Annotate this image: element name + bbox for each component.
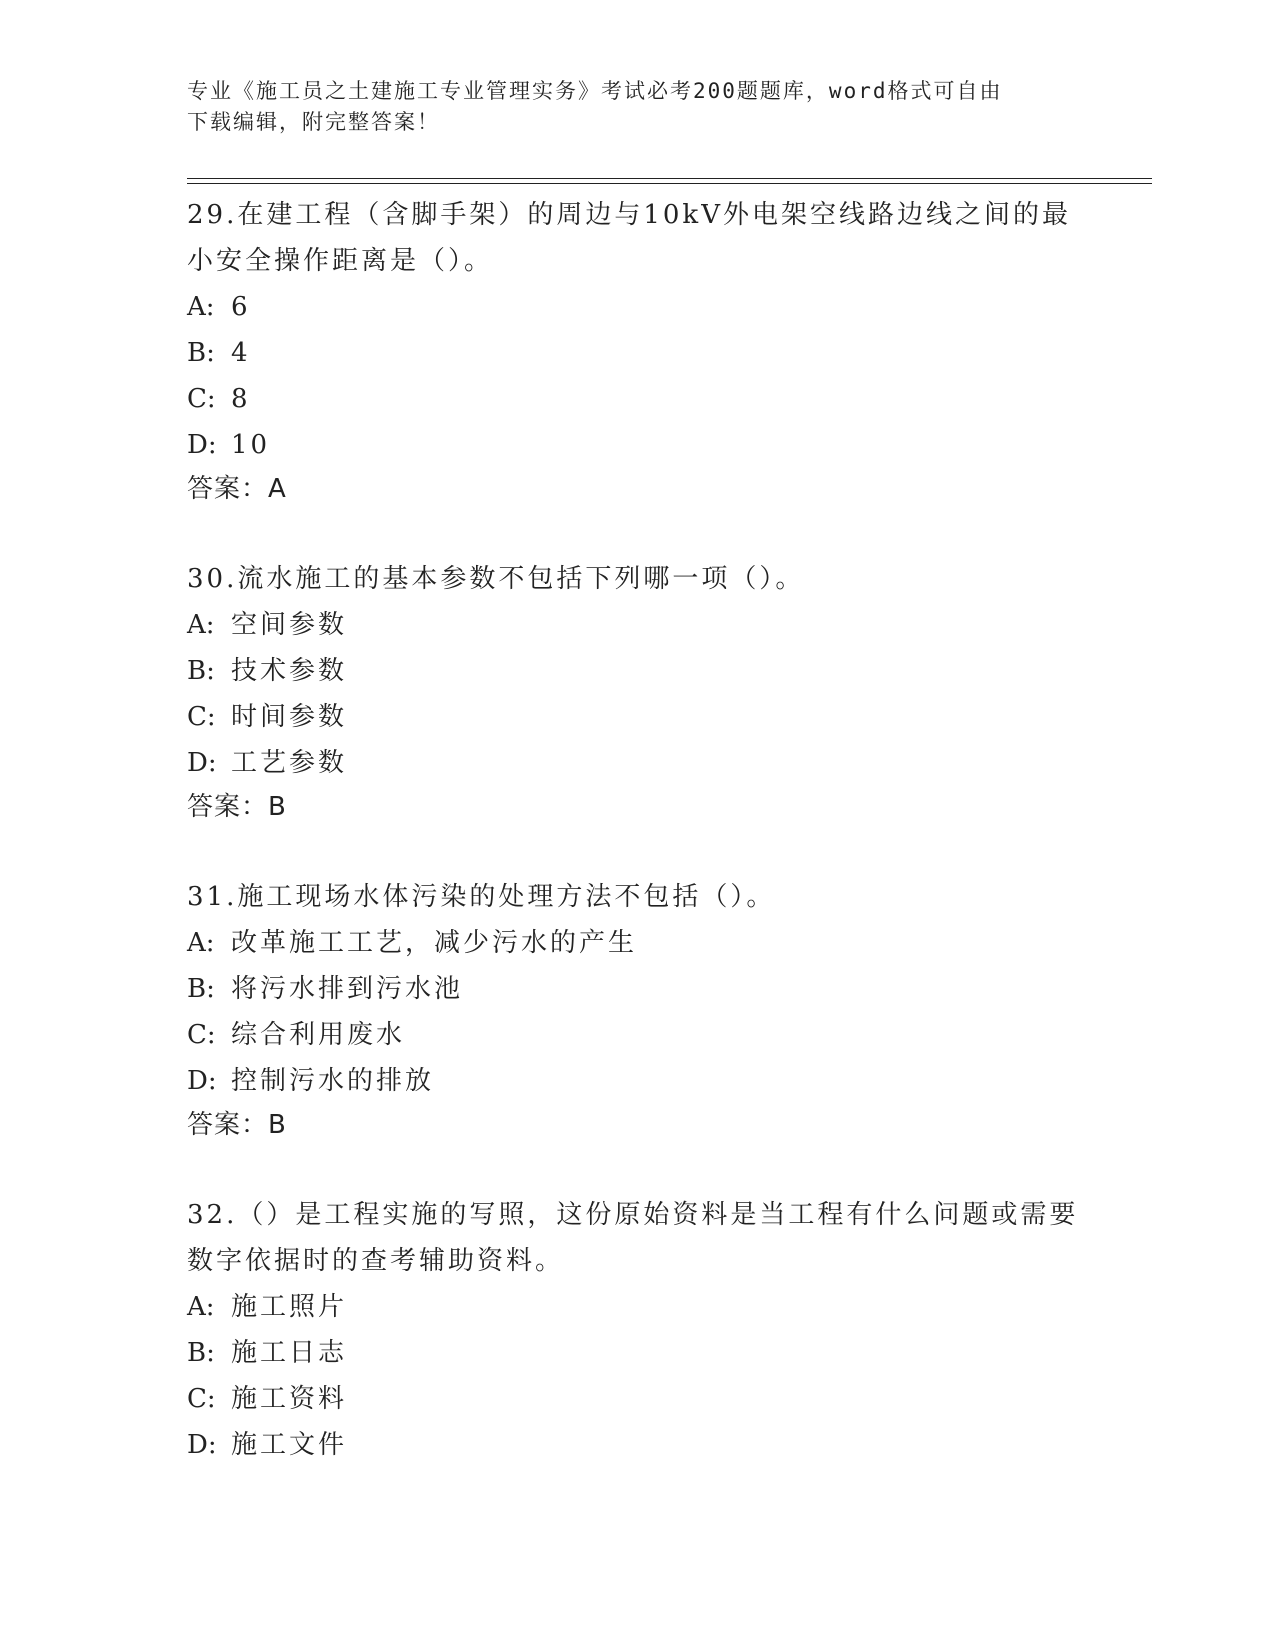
question-32 bbox=[187, 1192, 1087, 1468]
option-letter: D: bbox=[187, 748, 217, 778]
header-line-1: 专业《施工员之土建施工专业管理实务》考试必考200题题库，word格式可自由 bbox=[187, 79, 1003, 103]
document-header bbox=[187, 76, 1087, 138]
question-29 bbox=[187, 192, 1087, 510]
header-divider-bottom bbox=[187, 183, 1152, 184]
option-letter: B: bbox=[187, 974, 215, 1004]
option-b bbox=[187, 1330, 1087, 1376]
option-text: 工艺参数 bbox=[231, 748, 348, 778]
option-c bbox=[187, 376, 1087, 422]
option-c bbox=[187, 1376, 1087, 1422]
option-text: 空间参数 bbox=[231, 610, 348, 640]
question-text-line-2: 小安全操作距离是（）。 bbox=[187, 246, 494, 276]
option-b bbox=[187, 330, 1087, 376]
option-text: 施工照片 bbox=[231, 1292, 348, 1322]
option-letter: D: bbox=[187, 430, 217, 460]
option-text: 改革施工工艺，减少污水的产生 bbox=[231, 928, 638, 958]
option-text: 6 bbox=[231, 292, 251, 322]
option-d bbox=[187, 1422, 1087, 1468]
option-letter: C: bbox=[187, 1384, 216, 1414]
option-text: 控制污水的排放 bbox=[231, 1066, 435, 1096]
option-a bbox=[187, 284, 1087, 330]
option-c bbox=[187, 1012, 1087, 1058]
option-a bbox=[187, 920, 1087, 966]
question-text-line-1: 32.（）是工程实施的写照，这份原始资料是当工程有什么问题或需要 bbox=[187, 1200, 1079, 1230]
option-letter: C: bbox=[187, 384, 216, 414]
option-letter: D: bbox=[187, 1066, 217, 1096]
option-text: 将污水排到污水池 bbox=[231, 974, 464, 1004]
question-text-line-1: 30.流水施工的基本参数不包括下列哪一项（）。 bbox=[187, 564, 805, 594]
option-text: 10 bbox=[231, 430, 271, 460]
answer-label: 答案：A bbox=[187, 474, 287, 504]
question-30 bbox=[187, 556, 1087, 828]
option-letter: C: bbox=[187, 1020, 216, 1050]
question-text-line-2: 数字依据时的查考辅助资料。 bbox=[187, 1246, 565, 1276]
answer-label: 答案：B bbox=[187, 1110, 287, 1140]
option-letter: B: bbox=[187, 656, 215, 686]
header-line-2: 下载编辑，附完整答案！ bbox=[187, 110, 440, 134]
option-letter: A: bbox=[187, 292, 215, 322]
option-b bbox=[187, 966, 1087, 1012]
option-d bbox=[187, 422, 1087, 468]
option-letter: C: bbox=[187, 702, 216, 732]
option-text: 8 bbox=[231, 384, 251, 414]
option-a bbox=[187, 1284, 1087, 1330]
option-letter: A: bbox=[187, 928, 215, 958]
option-a bbox=[187, 602, 1087, 648]
option-d bbox=[187, 740, 1087, 786]
option-text: 施工日志 bbox=[231, 1338, 348, 1368]
option-text: 施工资料 bbox=[231, 1384, 348, 1414]
question-31 bbox=[187, 874, 1087, 1146]
option-text: 综合利用废水 bbox=[231, 1020, 406, 1050]
question-list bbox=[187, 192, 1087, 1514]
option-letter: B: bbox=[187, 1338, 215, 1368]
option-text: 4 bbox=[231, 338, 251, 368]
option-letter: D: bbox=[187, 1430, 217, 1460]
option-d bbox=[187, 1058, 1087, 1104]
option-text: 技术参数 bbox=[231, 656, 348, 686]
option-text: 时间参数 bbox=[231, 702, 348, 732]
option-letter: A: bbox=[187, 610, 215, 640]
question-text-line-1: 31.施工现场水体污染的处理方法不包括（）。 bbox=[187, 882, 776, 912]
option-b bbox=[187, 648, 1087, 694]
header-divider-top bbox=[187, 178, 1152, 179]
option-text: 施工文件 bbox=[231, 1430, 348, 1460]
question-text-line-1: 29.在建工程（含脚手架）的周边与10kV外电架空线路边线之间的最 bbox=[187, 200, 1071, 230]
option-c bbox=[187, 694, 1087, 740]
option-letter: A: bbox=[187, 1292, 215, 1322]
answer-label: 答案：B bbox=[187, 792, 287, 822]
option-letter: B: bbox=[187, 338, 215, 368]
